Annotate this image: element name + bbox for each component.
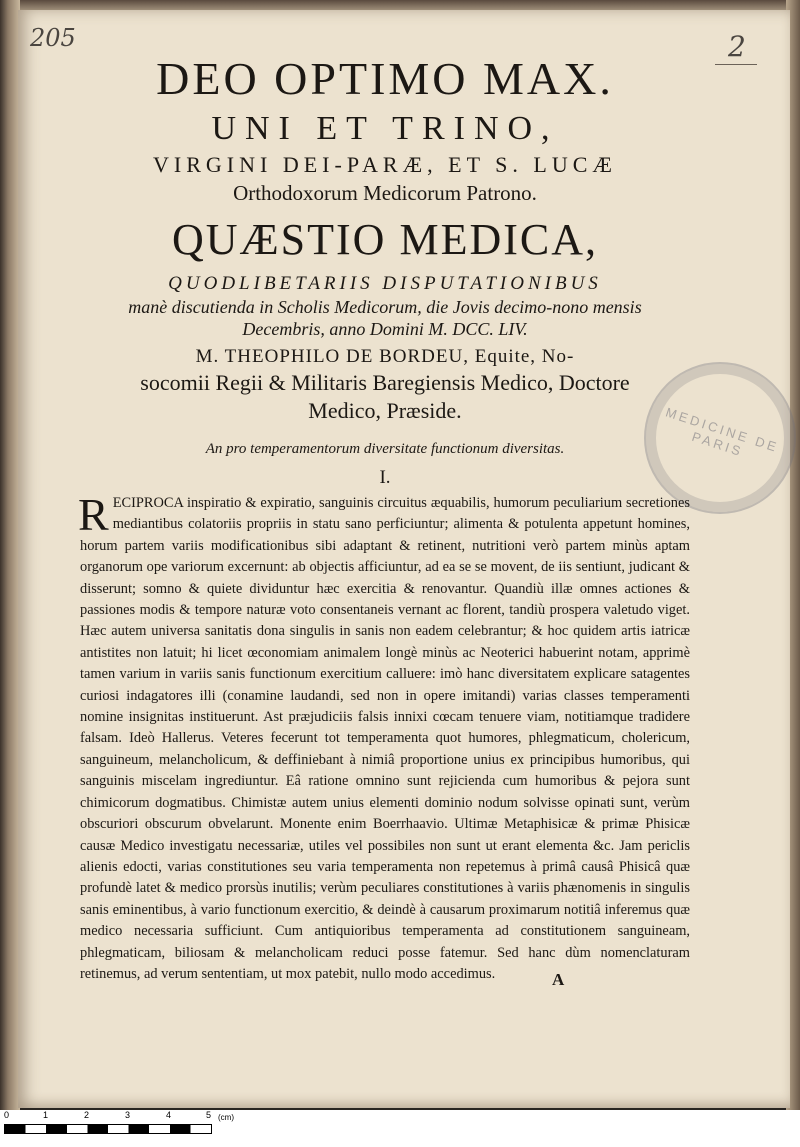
- handwritten-folio-number: 2: [728, 30, 746, 63]
- drop-cap: R: [78, 489, 109, 540]
- ruler-ticks: [4, 1110, 214, 1124]
- handwritten-underline: [715, 64, 757, 65]
- ruler-tick: 1: [43, 1110, 49, 1120]
- signature-mark: A: [552, 970, 565, 989]
- ruler-tick: 5: [206, 1110, 212, 1120]
- subtitle-line-3: Decembris, anno Domini M. DCC. LIV.: [242, 319, 528, 339]
- body-text: ECIPROCA inspiratio & expiratio, sanguinis circuitus æquabilis, humorum peculiarium secretiones mediantibus colatoriis propriis in statu sano perficiuntur; alimenta & potulenta appetunt homines, horum partem variis modificationibus sibi adaptant & retinent, nutritioni verò partem minùs aptam organorum ope variorum excernunt: ab objectis afficiuntur, ad ea se se movent, de iis sentiunt, judicant & disserunt; somno & quiete dividuntur hæc exercitia & renovantur. Quandiù illæ omnes actiones & passiones modis & tempore naturæ voto consentaneis vernant ac florent, tandiù prospera valetudo viget. Hæc autem universa sanitatis dona singulis in sanis non eadem celebrantur; & hoc quidem artis iatricæ antistites non latuit; hi licet œconomiam animalem longè minùs ac Neoterici habuerint notam, apprimè tamen varium in variis sanis functionum exercitium calluere: imò hanc diversitatem explicare satagentes curiosi indagatores illi (conamine laudandi, sed non in opere imitandi) varias classes temperamenti nomine insignitas instituerunt. Ast præjudiciis falsis innixi cœcam tenuere viam, notitiamque tradidere falsam. Ideò Hallerus. Veteres fecerunt tot temperamenta quot humores, phlegmaticum, cholericum, sanguineum, melancholicum, & deffiniebant à nimiâ proportione unius ex principibus humoribus, qui sanguinis miscelam ingrediuntur. Eâ ratione omnino sunt rejicienda cum humoribus & pejora sunt chimicorum dogmatibus. Chimistæ autem unius elementi dominio nodum solvisse opinati sunt, verùm obscuriori obscurum obvelarunt. Monente enim Boerrhaavio. Ultimæ Metaphisicæ & primæ Phisicæ causæ Medico investigatu necessariæ, utiles vel possibiles non sunt ut erant elementa &c. Jam periclis alienis edocti, varias constitutiones seu varia temperamenta non repetemus à primâ causâ Phisicâ quæ profundè latet & medico prorsùs inutilis; verùm peculiares constitutiones à variis phænomenis in singulis sanis eminentibus, à vario functionum exercitio, & deindè à causarum proximarum notitiâ inferemus quæ medico necessaria sufficiunt. Cum antiquioribus temperamenta ad constitutionem sanguineam, phlegmaticam, biliosam & melancholicam reduci posse fatemur. Sed hanc dùm nomenclaturam retinemus, ad verum sententiam, ut mox patebit, nullo modo accedimus.: [80, 495, 690, 982]
- ruler-unit: (cm): [218, 1113, 234, 1122]
- dedication-line-4: Orthodoxorum Medicorum Patrono.: [233, 181, 537, 205]
- dedication-line-3: VIRGINI DEI-PARÆ, ET S. LUCÆ: [153, 152, 617, 177]
- subtitle-line-1: QUODLIBETARIIS DISPUTATIONIBUS: [168, 273, 602, 294]
- ruler-tick: 2: [84, 1110, 90, 1120]
- document-content: [80, 48, 690, 985]
- dedication-line-2: UNI ET TRINO,: [211, 110, 559, 147]
- question-line: An pro temperamentorum diversitate functionum diversitas.: [205, 441, 565, 457]
- scale-ruler: [0, 1110, 800, 1147]
- ruler-tick: 3: [125, 1110, 131, 1120]
- stamp-text: MEDICINE DE PARIS: [663, 404, 781, 460]
- body-paragraph: [78, 489, 690, 985]
- ruler-bar: [4, 1124, 212, 1134]
- ruler-tick: 4: [166, 1110, 172, 1120]
- subtitle-line-2: manè discutienda in Scholis Medicorum, die Jovis decimo-nono mensis: [128, 297, 642, 317]
- book-spine-edge: [0, 0, 20, 1110]
- section-number: I.: [379, 467, 391, 488]
- praeses-line-2: socomii Regii & Militaris Baregiensis Medico, Doctore: [140, 370, 630, 395]
- handwritten-page-number: 205: [30, 24, 76, 52]
- document-title: QUÆSTIO MEDICA,: [172, 215, 598, 264]
- ruler-tick: 0: [4, 1110, 10, 1120]
- dedication-line-1: DEO OPTIMO MAX.: [156, 53, 614, 104]
- praeses-line-1: M. THEOPHILO DE BORDEU, Equite, No-: [195, 346, 575, 367]
- praeses-line-3: Medico, Præside.: [308, 398, 462, 423]
